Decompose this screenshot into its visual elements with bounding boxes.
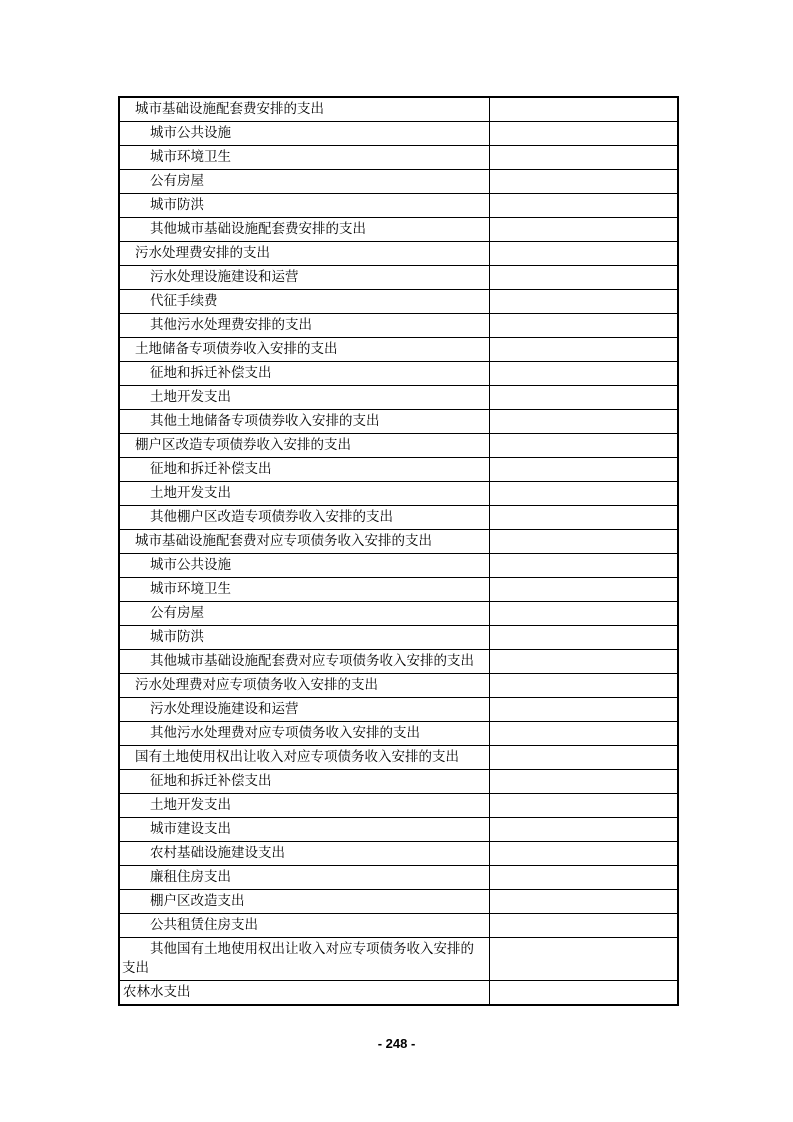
amount-cell <box>489 242 678 266</box>
item-label-cell: 征地和拆迁补偿支出 <box>119 770 489 794</box>
item-label-cell: 其他棚户区改造专项债券收入安排的支出 <box>119 506 489 530</box>
item-label-cell: 国有土地使用权出让收入对应专项债务收入安排的支出 <box>119 746 489 770</box>
amount-cell <box>489 170 678 194</box>
item-label-cell: 城市基础设施配套费安排的支出 <box>119 97 489 122</box>
amount-cell <box>489 674 678 698</box>
item-label-cell: 污水处理费安排的支出 <box>119 242 489 266</box>
table-row <box>119 626 678 650</box>
item-label-cell: 城市公共设施 <box>119 122 489 146</box>
item-label-cell: 其他土地储备专项债券收入安排的支出 <box>119 410 489 434</box>
table-row <box>119 842 678 866</box>
amount-cell <box>489 626 678 650</box>
item-label-cell: 土地开发支出 <box>119 794 489 818</box>
amount-cell <box>489 386 678 410</box>
table-row <box>119 266 678 290</box>
amount-cell <box>489 578 678 602</box>
table-row <box>119 650 678 674</box>
amount-cell <box>489 458 678 482</box>
amount-cell <box>489 818 678 842</box>
table-row <box>119 578 678 602</box>
table-row <box>119 818 678 842</box>
table-row <box>119 674 678 698</box>
item-label-cell: 征地和拆迁补偿支出 <box>119 362 489 386</box>
amount-cell <box>489 770 678 794</box>
amount-cell <box>489 266 678 290</box>
table-row <box>119 194 678 218</box>
amount-cell <box>489 938 678 981</box>
table-row <box>119 362 678 386</box>
table-row <box>119 722 678 746</box>
item-label-cell: 廉租住房支出 <box>119 866 489 890</box>
table-row <box>119 338 678 362</box>
item-label-cell: 城市建设支出 <box>119 818 489 842</box>
table-row <box>119 530 678 554</box>
item-label-cell: 污水处理费对应专项债务收入安排的支出 <box>119 674 489 698</box>
table-row <box>119 794 678 818</box>
item-label-cell: 代征手续费 <box>119 290 489 314</box>
table-row <box>119 506 678 530</box>
amount-cell <box>489 410 678 434</box>
amount-cell <box>489 698 678 722</box>
item-label-cell: 城市防洪 <box>119 626 489 650</box>
table-row <box>119 170 678 194</box>
item-label-cell: 城市公共设施 <box>119 554 489 578</box>
amount-cell <box>489 146 678 170</box>
amount-cell <box>489 914 678 938</box>
amount-cell <box>489 218 678 242</box>
item-label-cell: 其他污水处理费对应专项债务收入安排的支出 <box>119 722 489 746</box>
table-row <box>119 386 678 410</box>
amount-cell <box>489 338 678 362</box>
table-row <box>119 122 678 146</box>
table-row <box>119 554 678 578</box>
table-row <box>119 914 678 938</box>
table-row <box>119 602 678 626</box>
table-row <box>119 770 678 794</box>
amount-cell <box>489 482 678 506</box>
item-label-cell: 其他国有土地使用权出让收入对应专项债务收入安排的支出 <box>119 938 489 981</box>
amount-cell <box>489 842 678 866</box>
amount-cell <box>489 602 678 626</box>
item-label-cell: 公有房屋 <box>119 602 489 626</box>
amount-cell <box>489 314 678 338</box>
item-label-cell: 其他城市基础设施配套费安排的支出 <box>119 218 489 242</box>
item-label-cell: 土地开发支出 <box>119 482 489 506</box>
item-label-cell: 城市基础设施配套费对应专项债务收入安排的支出 <box>119 530 489 554</box>
page-number: - 248 - <box>377 1036 416 1051</box>
amount-cell <box>489 506 678 530</box>
item-label-cell: 农林水支出 <box>119 981 489 1006</box>
table-row <box>119 434 678 458</box>
item-label-cell: 公有房屋 <box>119 170 489 194</box>
table-row <box>119 938 678 981</box>
amount-cell <box>489 290 678 314</box>
item-label-cell: 公共租赁住房支出 <box>119 914 489 938</box>
table-row <box>119 890 678 914</box>
amount-cell <box>489 794 678 818</box>
item-label-cell: 棚户区改造专项债券收入安排的支出 <box>119 434 489 458</box>
amount-cell <box>489 434 678 458</box>
table-row <box>119 314 678 338</box>
item-label-cell: 城市环境卫生 <box>119 146 489 170</box>
table-row <box>119 146 678 170</box>
item-label-cell: 其他城市基础设施配套费对应专项债务收入安排的支出 <box>119 650 489 674</box>
item-label-cell: 其他污水处理费安排的支出 <box>119 314 489 338</box>
amount-cell <box>489 722 678 746</box>
budget-expenditure-table <box>118 96 679 1006</box>
amount-cell <box>489 122 678 146</box>
item-label-cell: 征地和拆迁补偿支出 <box>119 458 489 482</box>
table-row <box>119 242 678 266</box>
amount-cell <box>489 194 678 218</box>
item-label-cell: 污水处理设施建设和运营 <box>119 266 489 290</box>
table-row <box>119 482 678 506</box>
table-row <box>119 218 678 242</box>
table-row <box>119 746 678 770</box>
table-row <box>119 97 678 122</box>
item-label-cell: 城市防洪 <box>119 194 489 218</box>
table-row <box>119 458 678 482</box>
item-label-cell: 土地开发支出 <box>119 386 489 410</box>
item-label-cell: 土地储备专项债券收入安排的支出 <box>119 338 489 362</box>
item-label-cell: 城市环境卫生 <box>119 578 489 602</box>
amount-cell <box>489 97 678 122</box>
amount-cell <box>489 746 678 770</box>
amount-cell <box>489 554 678 578</box>
table-row <box>119 698 678 722</box>
amount-cell <box>489 866 678 890</box>
amount-cell <box>489 362 678 386</box>
table-row <box>119 290 678 314</box>
amount-cell <box>489 530 678 554</box>
item-label-cell: 农村基础设施建设支出 <box>119 842 489 866</box>
amount-cell <box>489 650 678 674</box>
item-label-cell: 棚户区改造支出 <box>119 890 489 914</box>
amount-cell <box>489 981 678 1006</box>
table-row <box>119 410 678 434</box>
item-label-cell: 污水处理设施建设和运营 <box>119 698 489 722</box>
table-row <box>119 981 678 1006</box>
amount-cell <box>489 890 678 914</box>
table-row <box>119 866 678 890</box>
table-body <box>119 97 678 1005</box>
